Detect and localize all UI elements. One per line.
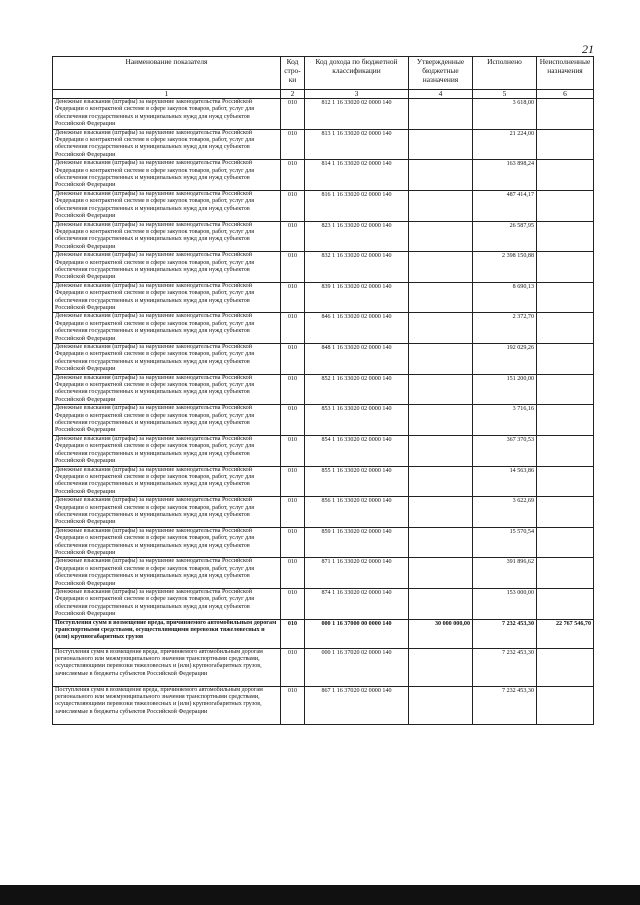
unexecuted-amount-cell — [537, 221, 594, 252]
approved-amount-cell — [409, 374, 473, 405]
unexecuted-amount-cell — [537, 99, 594, 130]
unexecuted-amount-cell — [537, 527, 594, 558]
approved-amount-cell: 30 000 000,00 — [409, 619, 473, 648]
table-row — [53, 435, 594, 466]
line-code-cell: 010 — [281, 466, 305, 497]
line-code-cell: 010 — [281, 190, 305, 221]
unexecuted-amount-cell — [537, 558, 594, 589]
executed-amount-cell: 21 224,00 — [473, 129, 537, 160]
indicator-name-cell: Денежные взыскания (штрафы) за нарушение законодательства Российской Федерации о контрактной системе в сфере закупок товаров, работ, услуг для обеспечения государственных и муниципальных нужд для нужд субъектов Российской Федерации — [53, 344, 281, 375]
approved-amount-cell — [409, 99, 473, 130]
table-row — [53, 686, 594, 724]
table-row — [53, 99, 594, 130]
table-row — [53, 527, 594, 558]
unexecuted-amount-cell — [537, 129, 594, 160]
indicator-name-cell: Денежные взыскания (штрафы) за нарушение законодательства Российской Федерации о контрактной системе в сфере закупок товаров, работ, услуг для обеспечения государственных и муниципальных нужд для нужд субъектов Российской Федерации — [53, 589, 281, 620]
approved-amount-cell — [409, 435, 473, 466]
income-code-cell: 854 1 16 33020 02 0000 140 — [305, 435, 409, 466]
unexecuted-amount-cell — [537, 313, 594, 344]
approved-amount-cell — [409, 282, 473, 313]
indicator-name-cell: Поступления сумм в возмещение вреда, причиняемого автомобильным дорогам регионального или межмуниципального значения транспортными средствами, осуществляющими перевозки тяжеловесных и (или) крупногабаритных грузов, зачисляемые в бюджеты субъектов Российской Федерации — [53, 686, 281, 724]
line-code-cell: 010 — [281, 497, 305, 528]
indicator-name-cell: Денежные взыскания (штрафы) за нарушение законодательства Российской Федерации о контрактной системе в сфере закупок товаров, работ, услуг для обеспечения государственных и муниципальных нужд для нужд субъектов Российской Федерации — [53, 466, 281, 497]
header-row — [53, 57, 594, 90]
income-code-cell: 813 1 16 33020 02 0000 140 — [305, 129, 409, 160]
line-code-cell: 010 — [281, 160, 305, 191]
executed-amount-cell: 3 622,69 — [473, 497, 537, 528]
income-code-cell: 846 1 16 33020 02 0000 140 — [305, 313, 409, 344]
column-number: 3 — [305, 90, 409, 99]
income-code-cell: 856 1 16 33020 02 0000 140 — [305, 497, 409, 528]
income-code-cell: 000 1 16 37000 00 0000 140 — [305, 619, 409, 648]
unexecuted-amount-cell — [537, 344, 594, 375]
executed-amount-cell: 192 029,26 — [473, 344, 537, 375]
approved-amount-cell — [409, 252, 473, 283]
unexecuted-amount-cell — [537, 589, 594, 620]
unexecuted-amount-cell — [537, 466, 594, 497]
line-code-cell: 010 — [281, 282, 305, 313]
table-row — [53, 160, 594, 191]
executed-amount-cell: 153 000,00 — [473, 589, 537, 620]
table-row — [53, 619, 594, 648]
indicator-name-cell: Денежные взыскания (штрафы) за нарушение законодательства Российской Федерации о контрактной системе в сфере закупок товаров, работ, услуг для обеспечения государственных и муниципальных нужд для нужд субъектов Российской Федерации — [53, 374, 281, 405]
income-code-cell: 853 1 16 33020 02 0000 140 — [305, 405, 409, 436]
unexecuted-amount-cell — [537, 160, 594, 191]
table-row — [53, 313, 594, 344]
table-row — [53, 190, 594, 221]
column-number-row — [53, 90, 594, 99]
column-number: 6 — [537, 90, 594, 99]
approved-amount-cell — [409, 558, 473, 589]
unexecuted-amount-cell — [537, 252, 594, 283]
income-code-cell: 814 1 16 33020 02 0000 140 — [305, 160, 409, 191]
income-code-cell: 823 1 16 33020 02 0000 140 — [305, 221, 409, 252]
executed-amount-cell: 14 563,86 — [473, 466, 537, 497]
executed-amount-cell: 3 716,16 — [473, 405, 537, 436]
executed-amount-cell: 7 232 453,30 — [473, 648, 537, 686]
indicator-name-cell: Денежные взыскания (штрафы) за нарушение законодательства Российской Федерации о контрактной системе в сфере закупок товаров, работ, услуг для обеспечения государственных и муниципальных нужд для нужд субъектов Российской Федерации — [53, 252, 281, 283]
approved-amount-cell — [409, 527, 473, 558]
line-code-cell: 010 — [281, 221, 305, 252]
unexecuted-amount-cell — [537, 374, 594, 405]
executed-amount-cell: 163 898,24 — [473, 160, 537, 191]
unexecuted-amount-cell — [537, 435, 594, 466]
income-code-cell: 874 1 16 33020 02 0000 140 — [305, 589, 409, 620]
header-approved: Утвержденные бюджетные назначения — [409, 57, 473, 90]
executed-amount-cell: 487 414,17 — [473, 190, 537, 221]
approved-amount-cell — [409, 190, 473, 221]
line-code-cell: 010 — [281, 619, 305, 648]
table-row — [53, 405, 594, 436]
table-row — [53, 282, 594, 313]
income-code-cell: 839 1 16 33020 02 0000 140 — [305, 282, 409, 313]
budget-execution-table — [52, 56, 594, 725]
line-code-cell: 010 — [281, 344, 305, 375]
approved-amount-cell — [409, 344, 473, 375]
indicator-name-cell: Поступления сумм в возмещение вреда, причиняемого автомобильным дорогам регионального или межмуниципального значения транспортными средствами, осуществляющими перевозки тяжеловесных и (или) крупногабаритных грузов, зачисляемые в бюджеты субъектов Российской Федерации — [53, 648, 281, 686]
approved-amount-cell — [409, 405, 473, 436]
indicator-name-cell: Поступления сумм в возмещение вреда, причиняемого автомобильным дорогам транспортными средствами, осуществляющими перевозки тяжеловесных и (или) крупногабаритных грузов — [53, 619, 281, 648]
indicator-name-cell: Денежные взыскания (штрафы) за нарушение законодательства Российской Федерации о контрактной системе в сфере закупок товаров, работ, услуг для обеспечения государственных и муниципальных нужд для нужд субъектов Российской Федерации — [53, 497, 281, 528]
header-income-code: Код дохода по бюджетной классификации — [305, 57, 409, 90]
line-code-cell: 010 — [281, 99, 305, 130]
line-code-cell: 010 — [281, 648, 305, 686]
column-number: 5 — [473, 90, 537, 99]
table-row — [53, 466, 594, 497]
indicator-name-cell: Денежные взыскания (штрафы) за нарушение законодательства Российской Федерации о контрактной системе в сфере закупок товаров, работ, услуг для обеспечения государственных и муниципальных нужд для нужд субъектов Российской Федерации — [53, 313, 281, 344]
line-code-cell: 010 — [281, 374, 305, 405]
indicator-name-cell: Денежные взыскания (штрафы) за нарушение законодательства Российской Федерации о контрактной системе в сфере закупок товаров, работ, услуг для обеспечения государственных и муниципальных нужд для нужд субъектов Российской Федерации — [53, 558, 281, 589]
executed-amount-cell: 7 232 453,30 — [473, 619, 537, 648]
executed-amount-cell: 26 587,95 — [473, 221, 537, 252]
indicator-name-cell: Денежные взыскания (штрафы) за нарушение законодательства Российской Федерации о контрактной системе в сфере закупок товаров, работ, услуг для обеспечения государственных и муниципальных нужд для нужд субъектов Российской Федерации — [53, 527, 281, 558]
income-code-cell: 859 1 16 33020 02 0000 140 — [305, 527, 409, 558]
line-code-cell: 010 — [281, 686, 305, 724]
table-body — [53, 99, 594, 725]
table-row — [53, 344, 594, 375]
table-row — [53, 497, 594, 528]
indicator-name-cell: Денежные взыскания (штрафы) за нарушение законодательства Российской Федерации о контрактной системе в сфере закупок товаров, работ, услуг для обеспечения государственных и муниципальных нужд для нужд субъектов Российской Федерации — [53, 405, 281, 436]
income-code-cell: 855 1 16 33020 02 0000 140 — [305, 466, 409, 497]
approved-amount-cell — [409, 648, 473, 686]
approved-amount-cell — [409, 497, 473, 528]
line-code-cell: 010 — [281, 558, 305, 589]
table-row — [53, 252, 594, 283]
approved-amount-cell — [409, 686, 473, 724]
indicator-name-cell: Денежные взыскания (штрафы) за нарушение законодательства Российской Федерации о контрактной системе в сфере закупок товаров, работ, услуг для обеспечения государственных и муниципальных нужд для нужд субъектов Российской Федерации — [53, 129, 281, 160]
executed-amount-cell: 2 372,70 — [473, 313, 537, 344]
unexecuted-amount-cell — [537, 282, 594, 313]
executed-amount-cell: 151 200,00 — [473, 374, 537, 405]
line-code-cell: 010 — [281, 527, 305, 558]
approved-amount-cell — [409, 129, 473, 160]
column-number: 2 — [281, 90, 305, 99]
executed-amount-cell: 7 232 453,30 — [473, 686, 537, 724]
line-code-cell: 010 — [281, 435, 305, 466]
line-code-cell: 010 — [281, 405, 305, 436]
header-line-code: Код стро-ки — [281, 57, 305, 90]
unexecuted-amount-cell — [537, 497, 594, 528]
table-row — [53, 374, 594, 405]
unexecuted-amount-cell — [537, 686, 594, 724]
table-row — [53, 129, 594, 160]
executed-amount-cell: 3 618,00 — [473, 99, 537, 130]
approved-amount-cell — [409, 466, 473, 497]
executed-amount-cell: 2 398 150,88 — [473, 252, 537, 283]
table-row — [53, 589, 594, 620]
indicator-name-cell: Денежные взыскания (штрафы) за нарушение законодательства Российской Федерации о контрактной системе в сфере закупок товаров, работ, услуг для обеспечения государственных и муниципальных нужд для нужд субъектов Российской Федерации — [53, 99, 281, 130]
approved-amount-cell — [409, 313, 473, 344]
unexecuted-amount-cell: 22 767 546,70 — [537, 619, 594, 648]
executed-amount-cell: 367 370,53 — [473, 435, 537, 466]
approved-amount-cell — [409, 160, 473, 191]
line-code-cell: 010 — [281, 313, 305, 344]
approved-amount-cell — [409, 589, 473, 620]
table-row — [53, 221, 594, 252]
header-name: Наименование показателя — [53, 57, 281, 90]
indicator-name-cell: Денежные взыскания (штрафы) за нарушение законодательства Российской Федерации о контрактной системе в сфере закупок товаров, работ, услуг для обеспечения государственных и муниципальных нужд для нужд субъектов Российской Федерации — [53, 190, 281, 221]
income-code-cell: 871 1 16 33020 02 0000 140 — [305, 558, 409, 589]
executed-amount-cell: 15 570,54 — [473, 527, 537, 558]
header-executed: Исполнено — [473, 57, 537, 90]
table-row — [53, 558, 594, 589]
header-unexecuted: Неисполненные назначения — [537, 57, 594, 90]
income-code-cell: 848 1 16 33020 02 0000 140 — [305, 344, 409, 375]
executed-amount-cell: 8 690,13 — [473, 282, 537, 313]
income-code-cell: 832 1 16 33020 02 0000 140 — [305, 252, 409, 283]
unexecuted-amount-cell — [537, 648, 594, 686]
line-code-cell: 010 — [281, 252, 305, 283]
unexecuted-amount-cell — [537, 190, 594, 221]
table-row — [53, 648, 594, 686]
income-code-cell: 852 1 16 33020 02 0000 140 — [305, 374, 409, 405]
unexecuted-amount-cell — [537, 405, 594, 436]
line-code-cell: 010 — [281, 129, 305, 160]
page-number: 21 — [582, 42, 594, 56]
indicator-name-cell: Денежные взыскания (штрафы) за нарушение законодательства Российской Федерации о контрактной системе в сфере закупок товаров, работ, услуг для обеспечения государственных и муниципальных нужд для нужд субъектов Российской Федерации — [53, 160, 281, 191]
income-code-cell: 812 1 16 33020 02 0000 140 — [305, 99, 409, 130]
income-code-cell: 000 1 16 37020 02 0000 140 — [305, 648, 409, 686]
indicator-name-cell: Денежные взыскания (штрафы) за нарушение законодательства Российской Федерации о контрактной системе в сфере закупок товаров, работ, услуг для обеспечения государственных и муниципальных нужд для нужд субъектов Российской Федерации — [53, 221, 281, 252]
income-code-cell: 867 1 16 37020 02 0000 140 — [305, 686, 409, 724]
column-number: 4 — [409, 90, 473, 99]
column-number: 1 — [53, 90, 281, 99]
line-code-cell: 010 — [281, 589, 305, 620]
income-code-cell: 816 1 16 33020 02 0000 140 — [305, 190, 409, 221]
indicator-name-cell: Денежные взыскания (штрафы) за нарушение законодательства Российской Федерации о контрактной системе в сфере закупок товаров, работ, услуг для обеспечения государственных и муниципальных нужд для нужд субъектов Российской Федерации — [53, 282, 281, 313]
scan-edge — [0, 885, 640, 905]
indicator-name-cell: Денежные взыскания (штрафы) за нарушение законодательства Российской Федерации о контрактной системе в сфере закупок товаров, работ, услуг для обеспечения государственных и муниципальных нужд для нужд субъектов Российской Федерации — [53, 435, 281, 466]
approved-amount-cell — [409, 221, 473, 252]
executed-amount-cell: 391 896,62 — [473, 558, 537, 589]
